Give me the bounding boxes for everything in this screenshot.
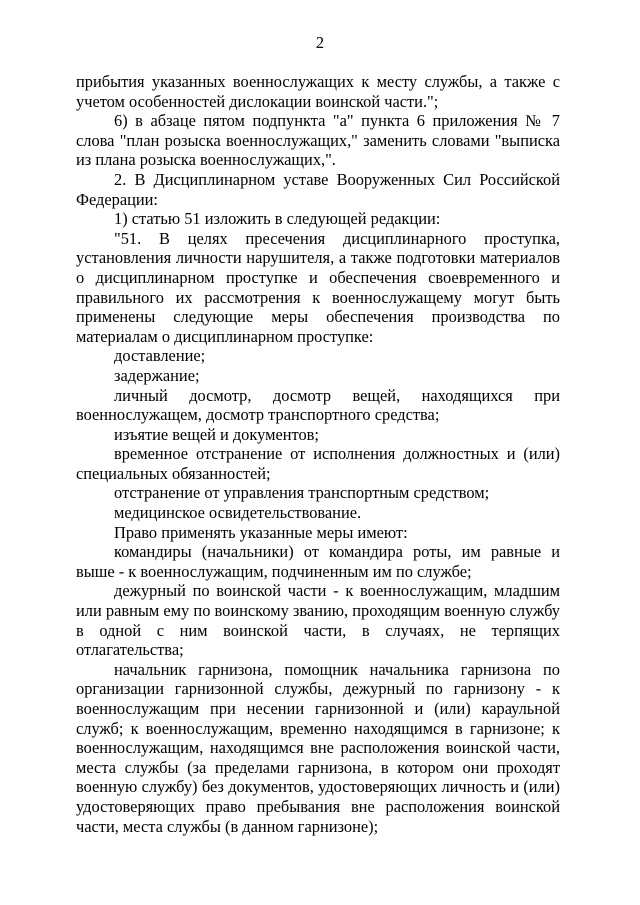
paragraph-section-2: 2. В Дисциплинарном уставе Вооруженных Сил Российской Федерации: bbox=[76, 169, 560, 209]
paragraph-continuation: прибытия указанных военнослужащих к месту службы, а также с учетом особенностей дислокации воинской части."; bbox=[76, 72, 560, 111]
list-item-medical: медицинское освидетельствование. bbox=[114, 503, 362, 523]
paragraph-item-6: 6) в абзаце пятом подпункта "а" пункта 6 приложения № 7 слова "план розыска военнослужащих," заменить словами "выписка из плана розыска военнослужащих,". bbox=[76, 111, 560, 170]
list-item-seizure: изъятие вещей и документов; bbox=[114, 424, 319, 444]
list-item-delivery: доставление; bbox=[114, 346, 206, 366]
paragraph-right-to-apply: Право применять указанные меры имеют: bbox=[114, 522, 408, 542]
paragraph-garrison-chief: начальник гарнизона, помощник начальника гарнизона по организации гарнизонной службы, дежурный по гарнизону - к военнослужащим при несении гарнизонной и (или) караульной служб; к военнослужащим, временно находящимся в гарнизоне; к военнослужащим, находящимся вне расположения воинской части, места службы (за пределами гарнизона, в котором они проходят военную службу) без документов, удостоверяющих личность и (или) удостоверяющих право пребывания вне расположения воинской части, места службы (в данном гарнизоне); bbox=[76, 659, 560, 836]
paragraph-commanders: командиры (начальники) от командира роты, им равные и выше - к военнослужащим, подчиненным им по службе; bbox=[76, 542, 560, 581]
page-number: 2 bbox=[315, 33, 325, 52]
list-item-detention: задержание; bbox=[114, 365, 200, 385]
paragraph-duty-officer: дежурный по воинской части - к военнослужащим, младшим или равным ему по воинскому званию, проходящим военную службу в одной с ним воинской части, в случаях, не терпящих отлагательства; bbox=[76, 581, 560, 660]
list-item-vehicle-removal: отстранение от управления транспортным средством; bbox=[114, 483, 490, 503]
paragraph-item-1: 1) статью 51 изложить в следующей редакции: bbox=[114, 209, 441, 229]
list-item-suspension: временное отстранение от исполнения должностных и (или) специальных обязанностей; bbox=[76, 444, 560, 483]
document-body bbox=[76, 72, 560, 836]
list-item-search: личный досмотр, досмотр вещей, находящихся при военнослужащем, досмотр транспортного средства; bbox=[76, 385, 560, 425]
paragraph-article-51: "51. В целях пресечения дисциплинарного проступка, установления личности нарушителя, а также подготовки материалов о дисциплинарном проступке и обеспечения своевременного и правильного их рассмотрения к военнослужащему могут быть применены следующие меры обеспечения производства по материалам о дисциплинарном проступке: bbox=[76, 228, 560, 346]
